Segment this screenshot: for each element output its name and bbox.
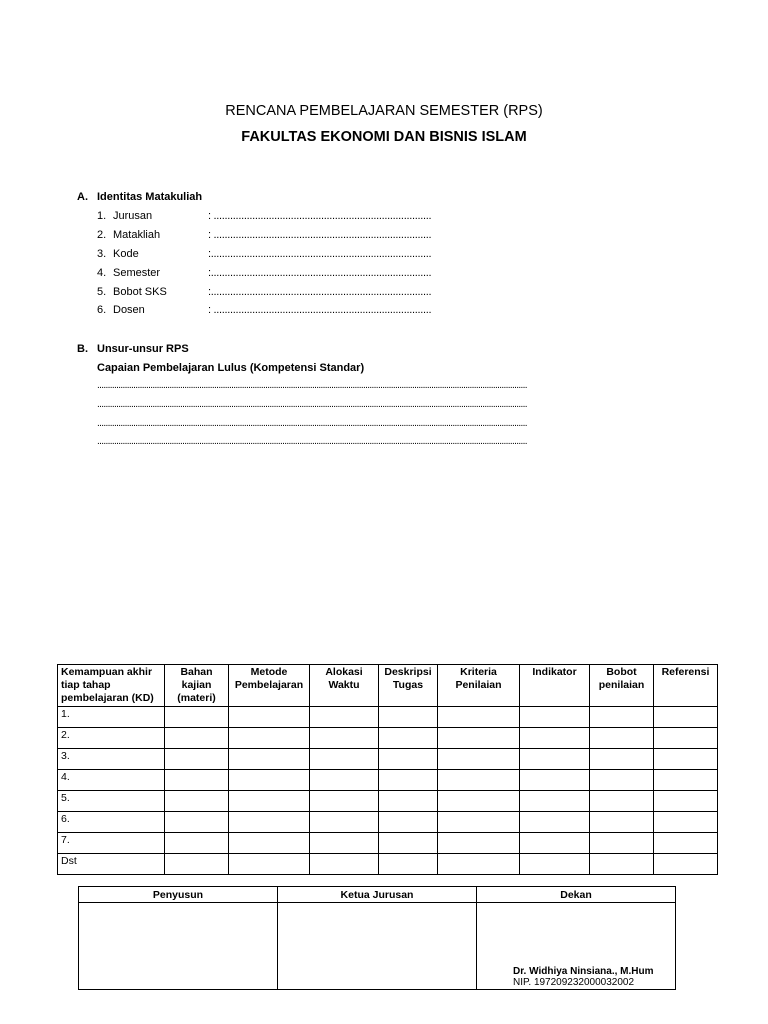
- table-cell[interactable]: [165, 812, 229, 833]
- table-row: [58, 770, 718, 791]
- signature-header-row: [79, 887, 676, 903]
- table-cell[interactable]: [438, 791, 520, 812]
- table-cell[interactable]: [229, 791, 310, 812]
- signature-table: [78, 886, 676, 990]
- table-cell[interactable]: [438, 833, 520, 854]
- table-cell[interactable]: [654, 770, 718, 791]
- table-cell[interactable]: [229, 833, 310, 854]
- table-cell[interactable]: [438, 854, 520, 875]
- table-cell[interactable]: [590, 833, 654, 854]
- kd-row-number: 4.: [58, 770, 165, 791]
- section-a-letter: A.: [77, 191, 88, 203]
- identity-row-matakuliah: [97, 229, 697, 243]
- table-cell[interactable]: [379, 770, 438, 791]
- identity-row-label: Matakliah: [113, 229, 161, 241]
- identity-row-bobot-sks: [97, 286, 697, 300]
- cpl-fill-line[interactable]: ..........................................................................................................................................................................................................: [97, 380, 527, 391]
- table-cell[interactable]: [590, 728, 654, 749]
- kd-header-bahan-kajian: Bahan kajian (materi): [165, 665, 229, 707]
- kd-row-number: 6.: [58, 812, 165, 833]
- identity-row-number: 2.: [97, 229, 107, 241]
- identity-row-label: Bobot SKS: [113, 286, 167, 298]
- table-row: [58, 749, 718, 770]
- table-cell[interactable]: [379, 728, 438, 749]
- table-cell[interactable]: [379, 707, 438, 728]
- identity-row-number: 4.: [97, 267, 107, 279]
- identity-row-value[interactable]: : ...............................................................................: [208, 229, 432, 241]
- table-cell[interactable]: [310, 707, 379, 728]
- table-cell[interactable]: [165, 791, 229, 812]
- table-cell[interactable]: [229, 854, 310, 875]
- table-cell[interactable]: [310, 770, 379, 791]
- identity-row-value[interactable]: :................................................................................: [208, 248, 432, 260]
- kd-row-number: 7.: [58, 833, 165, 854]
- table-cell[interactable]: [438, 707, 520, 728]
- table-cell[interactable]: [310, 854, 379, 875]
- table-cell[interactable]: [165, 854, 229, 875]
- table-cell[interactable]: [229, 707, 310, 728]
- table-cell[interactable]: [229, 749, 310, 770]
- signature-header-penyusun: Penyusun: [79, 887, 278, 903]
- kd-row-number: 1.: [58, 707, 165, 728]
- table-cell[interactable]: [310, 833, 379, 854]
- identity-row-dosen: [97, 304, 697, 318]
- table-cell[interactable]: [654, 812, 718, 833]
- table-cell[interactable]: [379, 812, 438, 833]
- table-cell[interactable]: [654, 749, 718, 770]
- table-cell[interactable]: [379, 791, 438, 812]
- table-cell[interactable]: [165, 707, 229, 728]
- signature-header-dekan: Dekan: [477, 887, 676, 903]
- document-title: RENCANA PEMBELAJARAN SEMESTER (RPS): [225, 103, 543, 119]
- identity-row-value[interactable]: :................................................................................: [208, 286, 432, 298]
- table-cell[interactable]: [590, 749, 654, 770]
- document-subtitle: FAKULTAS EKONOMI DAN BISNIS ISLAM: [241, 129, 527, 145]
- identity-row-value[interactable]: : ...............................................................................: [208, 304, 432, 316]
- signature-cell-ketua-jurusan[interactable]: [278, 903, 477, 990]
- table-cell[interactable]: [520, 770, 590, 791]
- section-a-title: Identitas Matakuliah: [97, 191, 203, 203]
- table-cell[interactable]: [520, 854, 590, 875]
- section-b-heading: [77, 343, 377, 357]
- table-cell[interactable]: [590, 812, 654, 833]
- table-cell[interactable]: [229, 812, 310, 833]
- kd-table-header-row: [58, 665, 718, 707]
- kd-header-alokasi-waktu: Alokasi Waktu: [310, 665, 379, 707]
- section-b-title: Unsur-unsur RPS: [97, 343, 189, 355]
- table-cell[interactable]: [520, 812, 590, 833]
- identity-row-jurusan: [97, 210, 697, 224]
- dekan-nip: NIP. 197209232000032002: [513, 977, 635, 988]
- table-cell[interactable]: [165, 728, 229, 749]
- identity-row-value[interactable]: : ...............................................................................: [208, 210, 432, 222]
- identity-row-number: 5.: [97, 286, 107, 298]
- identity-row-number: 1.: [97, 210, 107, 222]
- table-cell[interactable]: [229, 770, 310, 791]
- table-cell[interactable]: [590, 854, 654, 875]
- table-cell[interactable]: [520, 791, 590, 812]
- kd-header-referensi: Referensi: [654, 665, 718, 707]
- table-row: [58, 707, 718, 728]
- table-cell[interactable]: [438, 728, 520, 749]
- table-cell[interactable]: [590, 707, 654, 728]
- table-cell[interactable]: [520, 833, 590, 854]
- table-cell[interactable]: [379, 749, 438, 770]
- table-row: [58, 854, 718, 875]
- table-cell[interactable]: [520, 728, 590, 749]
- kd-row-number: 5.: [58, 791, 165, 812]
- identity-row-value[interactable]: :................................................................................: [208, 267, 432, 279]
- table-cell[interactable]: [438, 749, 520, 770]
- kd-row-number: 2.: [58, 728, 165, 749]
- identity-row-kode: [97, 248, 697, 262]
- cpl-fill-line[interactable]: ..........................................................................................................................................................................................................: [97, 436, 527, 447]
- table-cell[interactable]: [310, 791, 379, 812]
- dekan-signature-block: [477, 966, 675, 989]
- table-cell[interactable]: [654, 728, 718, 749]
- table-cell[interactable]: [379, 854, 438, 875]
- table-cell[interactable]: [654, 791, 718, 812]
- table-cell[interactable]: [654, 833, 718, 854]
- identity-row-label: Dosen: [113, 304, 145, 316]
- signature-header-ketua-jurusan: Ketua Jurusan: [278, 887, 477, 903]
- table-cell[interactable]: [520, 707, 590, 728]
- kd-header-kriteria-penilaian: Kriteria Penilaian: [438, 665, 520, 707]
- table-cell[interactable]: [310, 812, 379, 833]
- identity-row-label: Jurusan: [113, 210, 153, 222]
- kd-header-kemampuan: Kemampuan akhir tiap tahap pembelajaran (KD): [58, 665, 165, 707]
- table-cell[interactable]: [165, 833, 229, 854]
- table-cell[interactable]: [310, 728, 379, 749]
- table-cell[interactable]: [590, 770, 654, 791]
- table-row: [58, 791, 718, 812]
- section-b-letter: B.: [77, 343, 88, 355]
- kd-header-deskripsi-tugas: Deskripsi Tugas: [379, 665, 438, 707]
- table-row: [58, 833, 718, 854]
- identity-row-semester: [97, 267, 697, 281]
- table-cell[interactable]: [438, 812, 520, 833]
- signature-cell-penyusun[interactable]: [79, 903, 278, 990]
- table-cell[interactable]: [229, 728, 310, 749]
- kd-row-number: 3.: [58, 749, 165, 770]
- table-cell[interactable]: [590, 791, 654, 812]
- table-row: [58, 812, 718, 833]
- kd-row-number: Dst: [58, 854, 165, 875]
- identity-row-label: Semester: [113, 267, 161, 279]
- dekan-name: Dr. Widhiya Ninsiana., M.Hum: [513, 966, 654, 977]
- table-cell[interactable]: [438, 770, 520, 791]
- identity-row-number: 3.: [97, 248, 107, 260]
- kd-table: [57, 664, 718, 875]
- signature-cell-dekan[interactable]: [477, 903, 676, 990]
- signature-body-row: [79, 903, 676, 990]
- kd-header-bobot-penilaian: Bobot penilaian: [590, 665, 654, 707]
- identity-row-label: Kode: [113, 248, 139, 260]
- table-cell[interactable]: [310, 749, 379, 770]
- kd-header-indikator: Indikator: [520, 665, 590, 707]
- table-cell[interactable]: [165, 749, 229, 770]
- cpl-subheading: Capaian Pembelajaran Lulus (Kompetensi Standar): [97, 362, 365, 374]
- identity-row-number: 6.: [97, 304, 107, 316]
- table-row: [58, 728, 718, 749]
- table-cell[interactable]: [520, 749, 590, 770]
- cpl-fill-line[interactable]: ..........................................................................................................................................................................................................: [97, 418, 527, 429]
- table-cell[interactable]: [654, 707, 718, 728]
- cpl-fill-line[interactable]: ..........................................................................................................................................................................................................: [97, 399, 527, 410]
- table-cell[interactable]: [379, 833, 438, 854]
- table-cell[interactable]: [165, 770, 229, 791]
- kd-header-metode: Metode Pembelajaran: [229, 665, 310, 707]
- table-cell[interactable]: [654, 854, 718, 875]
- section-a-heading: [77, 191, 377, 205]
